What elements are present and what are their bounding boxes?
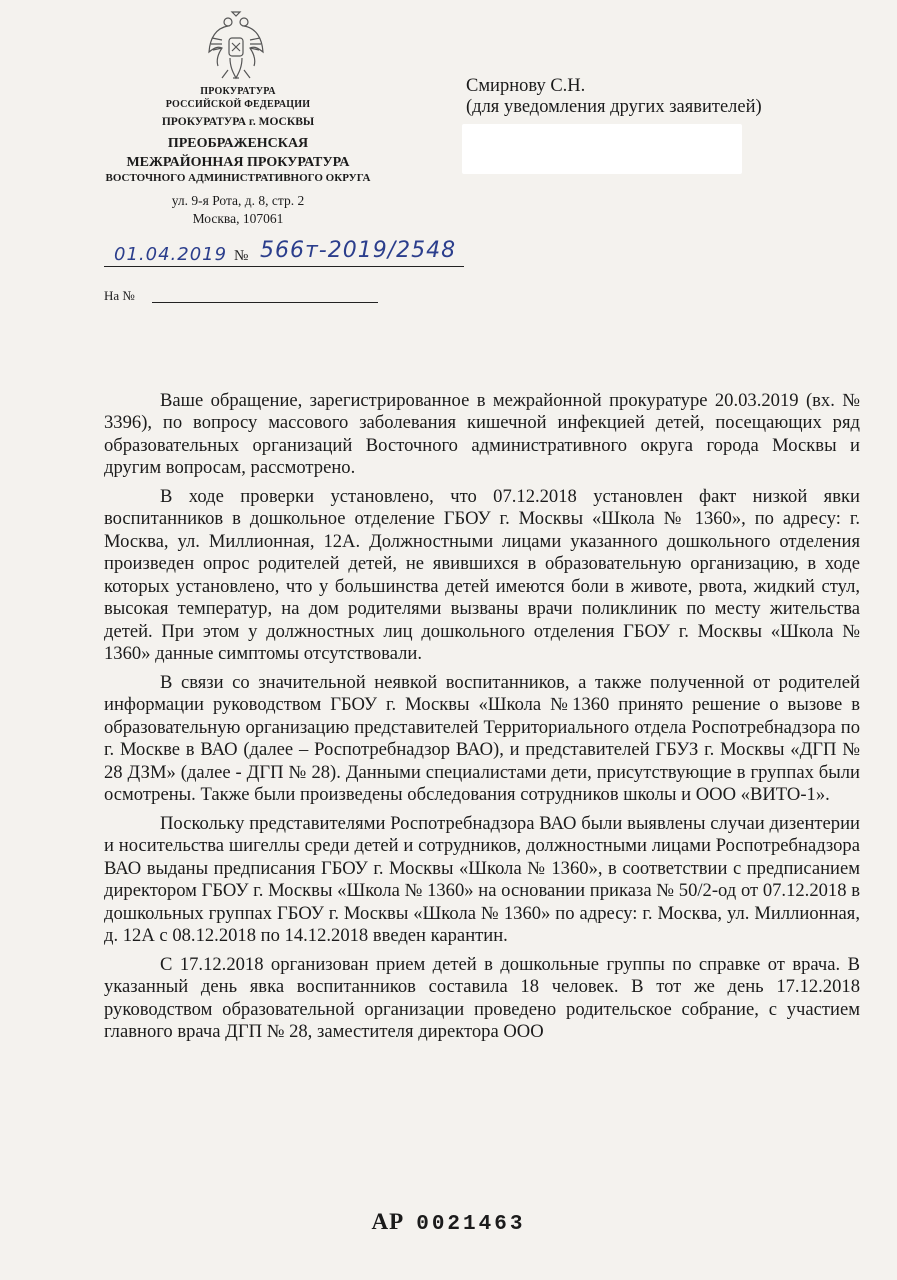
- issuer-line-prosecution: ПРОКУРАТУРА: [200, 86, 276, 97]
- body-paragraph-4: Поскольку представителями Роспотребнадзора ВАО были выявлены случаи дизентерии и носительства шигеллы среди детей и сотрудников, должностными лицами Роспотребнадзора ВАО выданы предписания ГБОУ г. Москвы «Школа № 1360», в соответствии с предписанием директором ГБОУ г. Москвы «Школа № 1360» на основании приказа № 50/2-од от 07.12.2018 в дошкольных группах ГБОУ г. Москвы «Школа № 1360» по адресу: г. Москва, ул. Миллионная, д. 12А с 08.12.2018 по 14.12.2018 введен карантин.: [104, 812, 860, 947]
- body-paragraph-2: В ходе проверки установлено, что 07.12.2018 установлен факт низкой явки воспитанников в дошкольное отделение ГБОУ г. Москвы «Школа № 1360», по адресу: г. Москва, ул. Миллионная, 12А. Должностными лицами указанного дошкольного отделения произведен опрос родителей детей, не явившихся в образовательную организацию, в ходе которых установлено, что у большинства детей имеются боли в животе, рвота, жидкий стул, высокая температур, на дом родителями вызваны врачи поликлиник по месту жительства детей. При этом у должностных лиц дошкольного отделения ГБОУ г. Москвы «Школа № 1360» данные симптомы отсутствовали.: [104, 485, 860, 665]
- reference-label: На №: [104, 288, 135, 303]
- letter-body: [104, 390, 860, 1050]
- redacted-address-box: [462, 124, 742, 174]
- recipient-note: (для уведомления других заявителей): [466, 97, 762, 118]
- issuer-line-moscow: ПРОКУРАТУРА г. МОСКВЫ: [161, 116, 315, 128]
- recipient-name: Смирнову С.Н.: [466, 76, 586, 96]
- registration-underline: [104, 266, 464, 267]
- serial-series: АР: [371, 1209, 405, 1234]
- issuer-line-interdistrict: МЕЖРАЙОННАЯ ПРОКУРАТУРА: [126, 154, 350, 170]
- coat-of-arms-emblem: [206, 8, 266, 84]
- serial-digits: 0021463: [416, 1213, 526, 1236]
- registration-date: 01.04.2019: [114, 244, 228, 265]
- form-serial-number: [0, 1209, 897, 1236]
- registration-number: 566т-2019/2548: [260, 238, 457, 263]
- reference-underline: [152, 302, 378, 303]
- issuer-line-federation: РОССИЙСКОЙ ФЕДЕРАЦИИ: [165, 98, 311, 110]
- issuer-address-city: Москва, 107061: [192, 210, 284, 226]
- registration-number-label: №: [234, 248, 249, 264]
- body-paragraph-3: В связи со значительной неявкой воспитанников, а также полученной от родителей информации руководством ГБОУ г. Москвы «Школа №1360 принято решение о вызове в образовательную организацию представителей Территориального отдела Роспотребнадзора по г. Москве в ВАО (далее – Роспотребнадзор ВАО), и представителей ГБУЗ г. Москвы «ДГП № 28 ДЗМ» (далее - ДГП № 28). Данными специалистами дети, присутствующие в группах были осмотрены. Также были произведены обследования сотрудников школы и ООО «ВИТО-1».: [104, 671, 860, 806]
- body-paragraph-5: С 17.12.2018 организован прием детей в дошкольные группы по справке от врача. В указанный день явка воспитанников составила 18 человек. В тот же день 17.12.2018 руководством образовательной организации проведено родительское собрание, с участием главного врача ДГП № 28, заместителя директора ООО: [104, 953, 860, 1043]
- issuer-header: [88, 86, 388, 228]
- registration-line: [104, 238, 474, 270]
- recipient-block: [466, 76, 762, 119]
- issuer-address-street: ул. 9-я Рота, д. 8, стр. 2: [171, 192, 305, 208]
- body-paragraph-1: Ваше обращение, зарегистрированное в межрайонной прокуратуре 20.03.2019 (вх. № 3396), по вопросу массового заболевания кишечной инфекцией детей, посещающих ряд образовательных организаций Восточного административного округа города Москвы и другим вопросам, рассмотрено.: [104, 390, 860, 479]
- issuer-line-district: ВОСТОЧНОГО АДМИНИСТРАТИВНОГО ОКРУГА: [105, 171, 371, 184]
- issuer-line-preobrazhenskaya: ПРЕОБРАЖЕНСКАЯ: [167, 136, 309, 152]
